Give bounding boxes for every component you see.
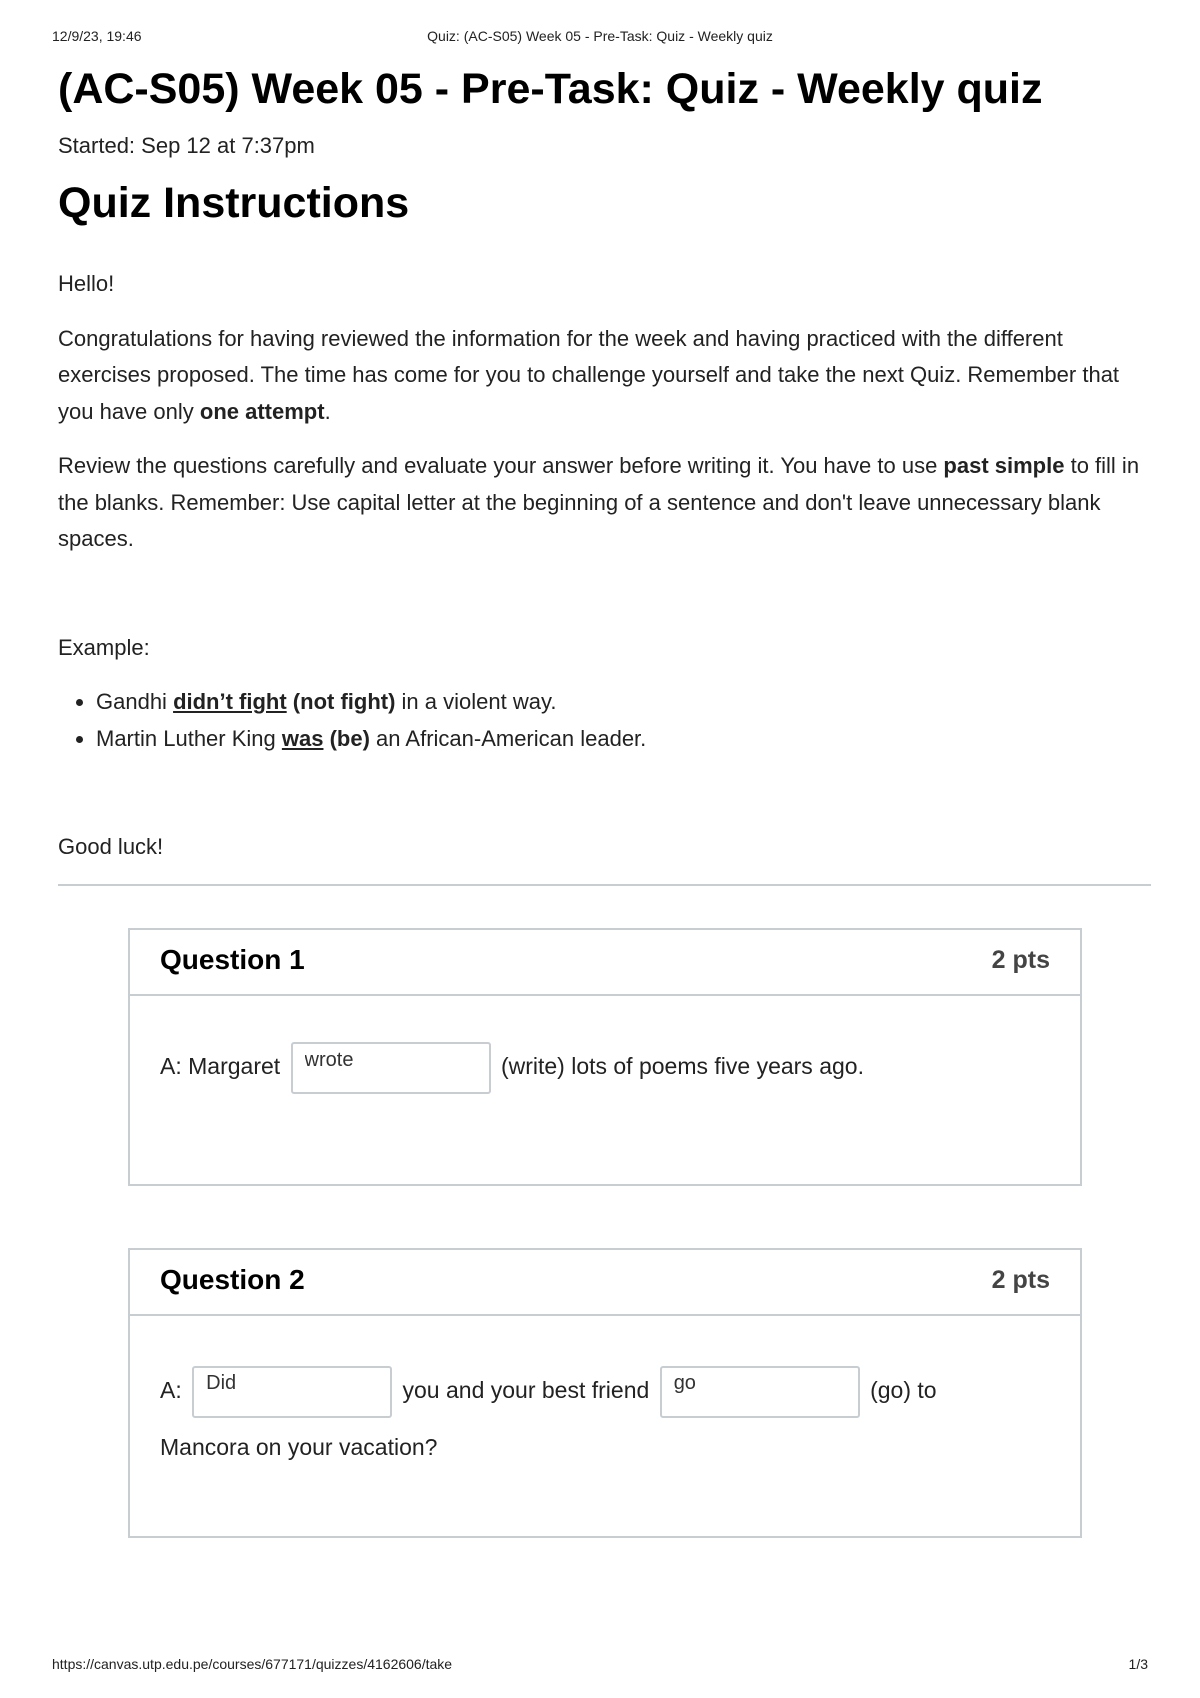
question-points: 2 pts [991,1266,1050,1294]
example-answer: was [281,725,324,751]
question-points: 2 pts [991,946,1050,974]
question-header [130,1250,1080,1316]
question-prefix: A: Margaret [160,1053,281,1080]
closing-text: Good luck! [58,834,164,859]
question-body [160,1362,1000,1476]
review-paragraph [58,448,1151,558]
congrats-end: . [324,398,331,424]
example-answer: didn’t fight [173,689,287,714]
example-item [96,684,1151,721]
quiz-started-time: Started: Sep 12 at 7:37pm [58,133,315,158]
example-hint: (be) [323,725,370,751]
example-label: Example: [58,634,150,660]
example-after: an African-American leader. [369,725,647,751]
instructions-heading: Quiz Instructions [58,179,410,227]
greeting-text: Hello! [58,271,115,296]
question-header [130,930,1080,996]
print-page-title: Quiz: (AC-S05) Week 05 - Pre-Task: Quiz - Weekly quiz [427,28,773,44]
question-suffix: (go) to Mancora on your vacation? [160,1377,937,1460]
question-prefix: A: [160,1377,182,1403]
question-card-1 [128,928,1082,1186]
question-middle: you and your best friend [402,1377,650,1403]
congrats-text: Congratulations for having reviewed the information for the week and having practiced with the different exercises proposed. The time has come for you to challenge yourself and take the next Quiz. Remember that you have only [58,325,1120,424]
answer-input-go[interactable] [660,1366,860,1418]
one-attempt-text: one attempt [199,398,325,424]
print-date: 12/9/23, 19:46 [52,28,142,44]
example-before: Gandhi [96,689,174,714]
print-footer [52,1656,1148,1676]
answer-input-1[interactable] [291,1042,491,1094]
review-text-start: Review the questions carefully and evaluate your answer before writing it. You have to use [58,453,944,478]
quiz-content [58,60,1151,886]
print-header [52,28,1148,48]
example-after: in a violent way. [395,689,557,714]
question-title: Question 1 [160,944,305,975]
question-suffix: (write) lots of poems five years ago. [500,1053,864,1080]
section-divider [58,884,1151,886]
question-title: Question 2 [160,1264,305,1295]
page-url: https://canvas.utp.edu.pe/courses/677171/quizzes/4162606/take [52,1656,453,1672]
answer-input-did[interactable] [192,1366,392,1418]
example-item [96,721,1151,758]
review-text-end: to fill in the blanks. Remember: Use capital letter at the beginning of a sentence and don't leave unnecessary blank spaces. [58,453,1140,551]
instructions-body [58,266,1151,866]
example-list [58,684,1151,757]
question-card-2 [128,1248,1082,1538]
past-simple-text: past simple [943,453,1065,478]
example-before: Martin Luther King [96,725,282,751]
example-hint: (not fight) [286,689,396,714]
congrats-paragraph [58,321,1151,431]
question-body [160,1042,864,1094]
quiz-title: (AC-S05) Week 05 - Pre-Task: Quiz - Weekly quiz [58,65,1043,113]
page-number: 1/3 [1128,1656,1148,1672]
